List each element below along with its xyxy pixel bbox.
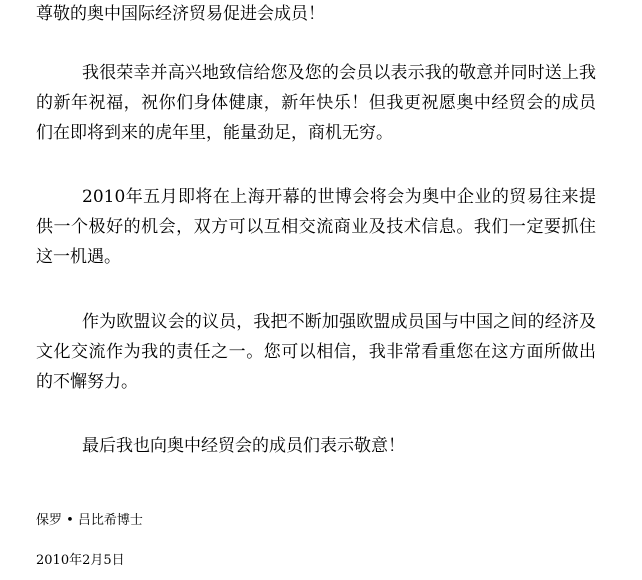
letter-paragraph-1: 我很荣幸并高兴地致信给您及您的会员以表示我的敬意并同时送上我的新年祝福，祝你们身体健康，新年快乐！但我更祝愿奥中经贸会的成员们在即将到来的虎年里，能量劲足，商机无穷。 <box>36 63 596 143</box>
letter-paragraph-3: 作为欧盟议会的议员，我把不断加强欧盟成员国与中国之间的经济及文化交流作为我的责任之一。您可以相信，我非常看重您在这方面所做出的不懈努力。 <box>36 312 596 392</box>
letter-salutation: 尊敬的奥中国际经济贸易促进会成员！ <box>36 4 325 24</box>
letter-paragraph-2: 2010年五月即将在上海开幕的世博会将会为奥中企业的贸易往来提供一个极好的机会，双方可以互相交流商业及技术信息。我们一定要抓住这一机遇。 <box>36 187 596 267</box>
letter-paragraph-4: 最后我也向奥中经贸会的成员们表示敬意！ <box>82 436 405 456</box>
letter-date: 2010年2月5日 <box>36 553 125 568</box>
letter-signature: 保罗 • 吕比希博士 <box>36 513 143 528</box>
